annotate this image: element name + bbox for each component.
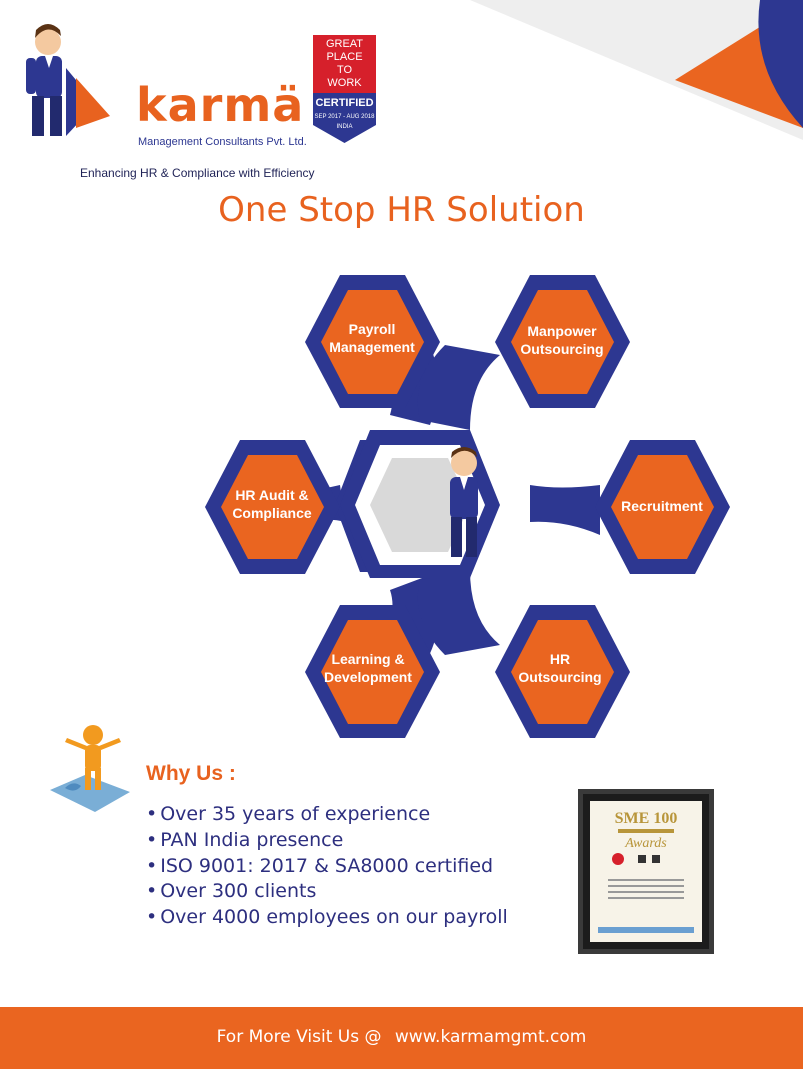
why-us-point: • PAN India presence [146, 828, 508, 854]
mascot-icon [18, 18, 128, 148]
badge-line2: PLACE [326, 51, 363, 63]
badge-line4: WORK [327, 77, 362, 89]
badge-status: CERTIFIED [315, 97, 374, 109]
service-label-line2: Compliance [232, 505, 312, 521]
award-certificate [578, 789, 714, 954]
brand-name: karmä [136, 78, 305, 132]
service-manpower-outsourcing [502, 322, 622, 358]
footer-label: For More Visit Us @ [216, 1027, 382, 1047]
services-diagram [0, 260, 803, 740]
award-subtitle: Awards [625, 836, 667, 851]
brand-subtitle: Management Consultants Pvt. Ltd. [138, 136, 307, 148]
service-label-line1: Payroll [348, 321, 396, 337]
footer-text [0, 1027, 803, 1047]
service-label-line2: Management [329, 339, 415, 355]
why-us-list [146, 802, 508, 931]
service-label-line1: HR [549, 651, 571, 667]
why-us-heading: Why Us : [146, 762, 236, 785]
service-label-line1: Manpower [527, 323, 597, 339]
service-recruitment [602, 497, 722, 515]
why-us-point: • Over 300 clients [146, 879, 508, 905]
service-hr-audit-compliance [212, 486, 332, 522]
service-label-line2: Development [324, 669, 412, 685]
why-us-point: • ISO 9001: 2017 & SA8000 certified [146, 854, 508, 880]
service-label-line2: Outsourcing [520, 341, 604, 357]
badge-country: INDIA [336, 124, 353, 130]
badge-line3: TO [336, 64, 353, 76]
service-learning-development [308, 650, 428, 686]
page-title: One Stop HR Solution [218, 190, 585, 230]
service-label-line1: Learning & [331, 651, 405, 667]
puzzle-person-icon [45, 720, 135, 820]
brand-tagline: Enhancing HR & Compliance with Efficiency [80, 166, 315, 180]
service-payroll-management [312, 320, 432, 356]
certification-badge [313, 35, 376, 145]
badge-line1: GREAT [325, 38, 364, 50]
service-label-line1: HR Audit & [235, 487, 309, 503]
service-label-line1: Recruitment [621, 498, 703, 514]
service-hr-outsourcing [500, 650, 620, 686]
badge-period: SEP 2017 - AUG 2018 [314, 114, 375, 120]
why-us-point: • Over 35 years of experience [146, 802, 508, 828]
website-link[interactable]: www.karmamgmt.com [394, 1027, 587, 1047]
award-title: SME 100 [614, 810, 678, 827]
service-label-line2: Outsourcing [518, 669, 602, 685]
footer-bar [0, 1007, 803, 1069]
why-us-point: • Over 4000 employees on our payroll [146, 905, 508, 931]
